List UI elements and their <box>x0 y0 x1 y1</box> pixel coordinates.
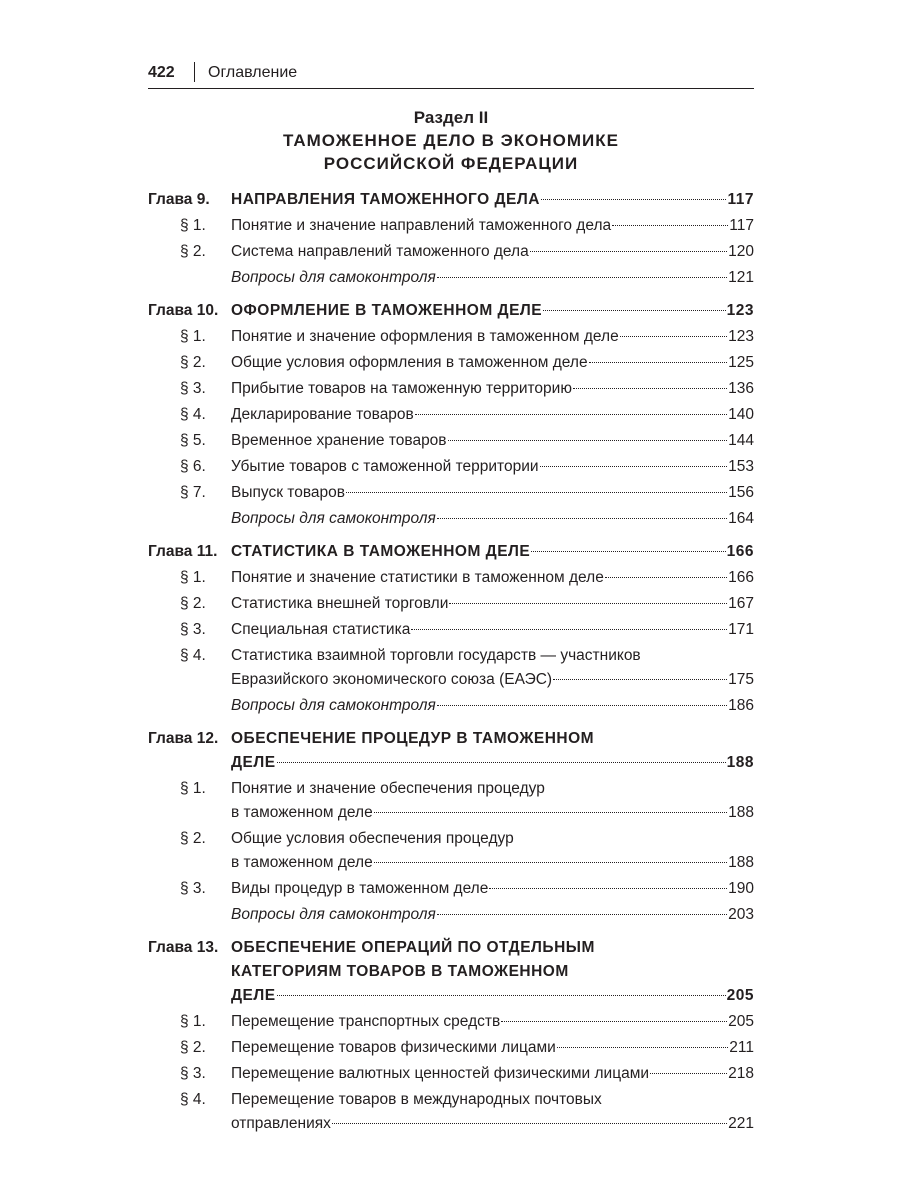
entry-leader-row <box>231 1062 754 1086</box>
entry-leader-row <box>231 481 754 505</box>
dot-leader <box>437 518 727 519</box>
entry-leader-row <box>231 299 754 323</box>
dot-leader <box>553 679 727 680</box>
dot-leader <box>437 277 727 278</box>
toc-section-entry[interactable] <box>148 1088 754 1136</box>
dot-leader <box>557 1047 728 1048</box>
entry-title-line: Декларирование товаров <box>231 406 414 423</box>
entry-body <box>231 325 754 349</box>
entry-body <box>231 1036 754 1060</box>
entry-title-line: Вопросы для самоконтроля <box>231 510 436 527</box>
toc-section-entry[interactable] <box>148 377 754 401</box>
section-number: § 3. <box>180 1065 206 1082</box>
chapter-number: Глава 11. <box>148 543 218 560</box>
entry-body <box>231 618 754 642</box>
dot-leader <box>374 862 727 863</box>
entry-leader-row <box>231 377 754 401</box>
section-number: § 4. <box>180 647 206 664</box>
dot-leader <box>489 888 727 889</box>
section-number: § 3. <box>180 621 206 638</box>
page-ref: 117 <box>727 191 754 208</box>
chapter-number: Глава 10. <box>148 302 219 319</box>
entry-title-line: Временное хранение товаров <box>231 432 447 449</box>
toc-section-entry[interactable] <box>148 429 754 453</box>
entry-title-line: СТАТИСТИКА В ТАМОЖЕННОМ ДЕЛЕ <box>231 543 531 560</box>
toc-section-entry[interactable] <box>148 325 754 349</box>
page-ref: 218 <box>728 1065 754 1082</box>
page-ref: 120 <box>728 243 754 260</box>
entry-body <box>231 877 754 901</box>
page-ref: 140 <box>728 406 754 423</box>
toc-section-entry[interactable] <box>148 351 754 375</box>
page-ref: 121 <box>728 269 754 286</box>
entry-body <box>231 566 754 590</box>
section-heading <box>148 106 754 175</box>
dot-leader <box>541 199 727 200</box>
page-ref: 136 <box>728 380 754 397</box>
page-ref: 144 <box>728 432 754 449</box>
dot-leader <box>543 310 725 311</box>
page-ref: 188 <box>728 804 754 821</box>
entry-leader-row <box>231 668 754 692</box>
entry-leader-row <box>231 903 754 927</box>
section-number: § 4. <box>180 406 206 423</box>
entry-title-line: Система направлений таможенного дела <box>231 243 529 260</box>
entry-body <box>231 540 754 564</box>
page-ref: 188 <box>728 854 754 871</box>
entry-title-line: Понятие и значение направлений таможенного дела <box>231 217 612 234</box>
entry-body <box>231 429 754 453</box>
entry-title-line: в таможенном деле <box>231 854 373 871</box>
entry-title-line: Специальная статистика <box>231 621 411 638</box>
entry-title-line: Понятие и значение обеспечения процедур <box>231 780 545 797</box>
dot-leader <box>374 812 727 813</box>
dot-leader <box>437 705 727 706</box>
entry-body <box>231 214 754 238</box>
page-ref: 186 <box>728 697 754 714</box>
section-number: § 2. <box>180 595 206 612</box>
entry-title-line: Вопросы для самоконтроля <box>231 269 436 286</box>
entry-title-line: отправлениях <box>231 1115 331 1132</box>
toc-section-entry[interactable] <box>148 644 754 692</box>
section-number: § 1. <box>180 569 206 586</box>
entry-leader-row <box>231 266 754 290</box>
running-header <box>148 62 754 89</box>
page-ref: 190 <box>728 880 754 897</box>
entry-leader-row <box>231 801 754 825</box>
entry-leader-row <box>231 618 754 642</box>
page-number: 422 <box>148 64 175 81</box>
entry-leader-row <box>231 455 754 479</box>
entry-leader-row <box>231 694 754 718</box>
dot-leader <box>612 225 728 226</box>
entry-title-line: Перемещение товаров в международных почтовых <box>231 1091 602 1108</box>
dot-leader <box>605 577 727 578</box>
toc-section-entry[interactable] <box>148 403 754 427</box>
entry-title-line: ОБЕСПЕЧЕНИЕ ОПЕРАЦИЙ ПО ОТДЕЛЬНЫМ <box>231 939 595 956</box>
entry-title-line: Евразийского экономического союза (ЕАЭС) <box>231 671 553 688</box>
section-number: § 3. <box>180 380 206 397</box>
entry-leader-row <box>231 1112 754 1136</box>
dot-leader <box>346 492 727 493</box>
dot-leader <box>650 1073 727 1074</box>
entry-title-line: Понятие и значение оформления в таможенном деле <box>231 328 619 345</box>
page-ref: 164 <box>728 510 754 527</box>
section-number: § 1. <box>180 1013 206 1030</box>
toc-section-entry[interactable] <box>148 827 754 875</box>
dot-leader <box>589 362 728 363</box>
entry-title-line: Выпуск товаров <box>231 484 345 501</box>
page-ref: 123 <box>726 302 754 319</box>
entry-body <box>231 240 754 264</box>
page-ref: 117 <box>729 217 754 234</box>
dot-leader <box>415 414 727 415</box>
entry-body <box>231 903 754 927</box>
entry-leader-row <box>231 429 754 453</box>
toc-questions-entry[interactable] <box>148 903 754 927</box>
page-ref: 125 <box>728 354 754 371</box>
page-ref: 123 <box>728 328 754 345</box>
page-ref: 156 <box>728 484 754 501</box>
entry-title-line: Общие условия оформления в таможенном деле <box>231 354 588 371</box>
section-number: § 2. <box>180 243 206 260</box>
entry-title-line: Перемещение транспортных средств <box>231 1013 501 1030</box>
page-ref: 153 <box>728 458 754 475</box>
entry-leader-row <box>231 188 754 212</box>
entry-body <box>231 827 754 875</box>
chapter-number: Глава 13. <box>148 939 219 956</box>
entry-body <box>231 188 754 212</box>
header-separator <box>194 62 195 82</box>
entry-title-line: Статистика внешней торговли <box>231 595 449 612</box>
section-number: § 6. <box>180 458 206 475</box>
toc-questions-entry[interactable] <box>148 507 754 531</box>
section-number: § 1. <box>180 328 206 345</box>
dot-leader <box>531 551 725 552</box>
toc-questions-entry[interactable] <box>148 694 754 718</box>
section-number: § 7. <box>180 484 206 501</box>
toc-chapter-entry[interactable] <box>148 540 754 564</box>
entry-body <box>231 727 754 775</box>
dot-leader <box>501 1021 727 1022</box>
entry-leader-row <box>231 751 754 775</box>
toc-chapter-entry[interactable] <box>148 727 754 775</box>
section-number: § 3. <box>180 880 206 897</box>
dot-leader <box>620 336 727 337</box>
toc-chapter-entry[interactable] <box>148 188 754 212</box>
chapter-number: Глава 12. <box>148 730 219 747</box>
entry-leader-row <box>231 351 754 375</box>
entry-body <box>231 507 754 531</box>
page-ref: 205 <box>726 987 754 1004</box>
entry-title-line: Вопросы для самоконтроля <box>231 906 436 923</box>
entry-body <box>231 481 754 505</box>
entry-body <box>231 403 754 427</box>
section-label: Раздел II <box>413 108 489 127</box>
entry-leader-row <box>231 240 754 264</box>
entry-title-line: Перемещение валютных ценностей физическими лицами <box>231 1065 650 1082</box>
section-number: § 2. <box>180 830 206 847</box>
entry-body <box>231 644 754 692</box>
entry-title-line: ДЕЛЕ <box>231 987 276 1004</box>
dot-leader <box>449 603 727 604</box>
entry-title-line: ОФОРМЛЕНИЕ В ТАМОЖЕННОМ ДЕЛЕ <box>231 302 543 319</box>
toc-section-entry[interactable] <box>148 566 754 590</box>
toc-questions-entry[interactable] <box>148 266 754 290</box>
entry-title-line: КАТЕГОРИЯМ ТОВАРОВ В ТАМОЖЕННОМ <box>231 963 569 980</box>
page-ref: 203 <box>728 906 754 923</box>
entry-leader-row <box>231 984 754 1008</box>
dot-leader <box>530 251 727 252</box>
toc-section-entry[interactable] <box>148 1062 754 1086</box>
toc-chapter-entry[interactable] <box>148 936 754 1008</box>
entry-body <box>231 1010 754 1034</box>
page-ref: 166 <box>728 569 754 586</box>
entry-title-line: Общие условия обеспечения процедур <box>231 830 514 847</box>
entry-title-line: НАПРАВЛЕНИЯ ТАМОЖЕННОГО ДЕЛА <box>231 191 540 208</box>
dot-leader <box>411 629 727 630</box>
section-number: § 2. <box>180 354 206 371</box>
entry-leader-row <box>231 325 754 349</box>
toc-section-entry[interactable] <box>148 1010 754 1034</box>
page-ref: 167 <box>728 595 754 612</box>
entry-body <box>231 1088 754 1136</box>
toc-chapter-entry[interactable] <box>148 299 754 323</box>
entry-leader-row <box>231 592 754 616</box>
entry-title-line: Убытие товаров с таможенной территории <box>231 458 539 475</box>
entry-body <box>231 1062 754 1086</box>
chapter-number: Глава 9. <box>148 191 210 208</box>
entry-title-line: Перемещение товаров физическими лицами <box>231 1039 556 1056</box>
toc-section-entry[interactable] <box>148 777 754 825</box>
toc-section-entry[interactable] <box>148 481 754 505</box>
toc-section-entry[interactable] <box>148 214 754 238</box>
entry-title-line: ДЕЛЕ <box>231 754 276 771</box>
toc-section-entry[interactable] <box>148 618 754 642</box>
toc-section-entry[interactable] <box>148 455 754 479</box>
entry-leader-row <box>231 851 754 875</box>
page-ref: 211 <box>729 1039 754 1056</box>
dot-leader <box>448 440 728 441</box>
toc-section-entry[interactable] <box>148 592 754 616</box>
entry-leader-row <box>231 507 754 531</box>
dot-leader <box>540 466 728 467</box>
toc-section-entry[interactable] <box>148 877 754 901</box>
page-ref: 188 <box>726 754 754 771</box>
page-ref: 175 <box>728 671 754 688</box>
entry-title-line: Виды процедур в таможенном деле <box>231 880 489 897</box>
entry-title-line: в таможенном деле <box>231 804 373 821</box>
entry-body <box>231 592 754 616</box>
entry-leader-row <box>231 403 754 427</box>
toc-section-entry[interactable] <box>148 1036 754 1060</box>
section-number: § 2. <box>180 1039 206 1056</box>
section-number: § 4. <box>180 1091 206 1108</box>
dot-leader <box>573 388 727 389</box>
toc-section-entry[interactable] <box>148 240 754 264</box>
table-of-contents <box>148 188 754 1136</box>
section-title-line-1: ТАМОЖЕННОЕ ДЕЛО В ЭКОНОМИКЕ <box>283 131 619 150</box>
entry-body <box>231 777 754 825</box>
entry-leader-row <box>231 1010 754 1034</box>
dot-leader <box>332 1123 727 1124</box>
running-title: Оглавление <box>208 64 298 81</box>
entry-leader-row <box>231 877 754 901</box>
page-ref: 221 <box>728 1115 754 1132</box>
dot-leader <box>437 914 727 915</box>
entry-body <box>231 377 754 401</box>
entry-title-line: Вопросы для самоконтроля <box>231 697 436 714</box>
entry-leader-row <box>231 566 754 590</box>
entry-body <box>231 936 754 1008</box>
entry-title-line: ОБЕСПЕЧЕНИЕ ПРОЦЕДУР В ТАМОЖЕННОМ <box>231 730 595 747</box>
dot-leader <box>277 762 726 763</box>
entry-body <box>231 455 754 479</box>
dot-leader <box>277 995 726 996</box>
section-number: § 1. <box>180 217 206 234</box>
entry-title-line: Прибытие товаров на таможенную территорию <box>231 380 572 397</box>
page-ref: 166 <box>726 543 754 560</box>
entry-body <box>231 266 754 290</box>
entry-title-line: Статистика взаимной торговли государств — участников <box>231 647 641 664</box>
entry-leader-row <box>231 540 754 564</box>
page-ref: 171 <box>728 621 754 638</box>
section-title-line-2: РОССИЙСКОЙ ФЕДЕРАЦИИ <box>323 154 579 173</box>
entry-body <box>231 694 754 718</box>
entry-body <box>231 351 754 375</box>
section-number: § 1. <box>180 780 206 797</box>
page-ref: 205 <box>728 1013 754 1030</box>
entry-body <box>231 299 754 323</box>
section-number: § 5. <box>180 432 206 449</box>
entry-leader-row <box>231 214 754 238</box>
entry-title-line: Понятие и значение статистики в таможенном деле <box>231 569 604 586</box>
entry-leader-row <box>231 1036 754 1060</box>
